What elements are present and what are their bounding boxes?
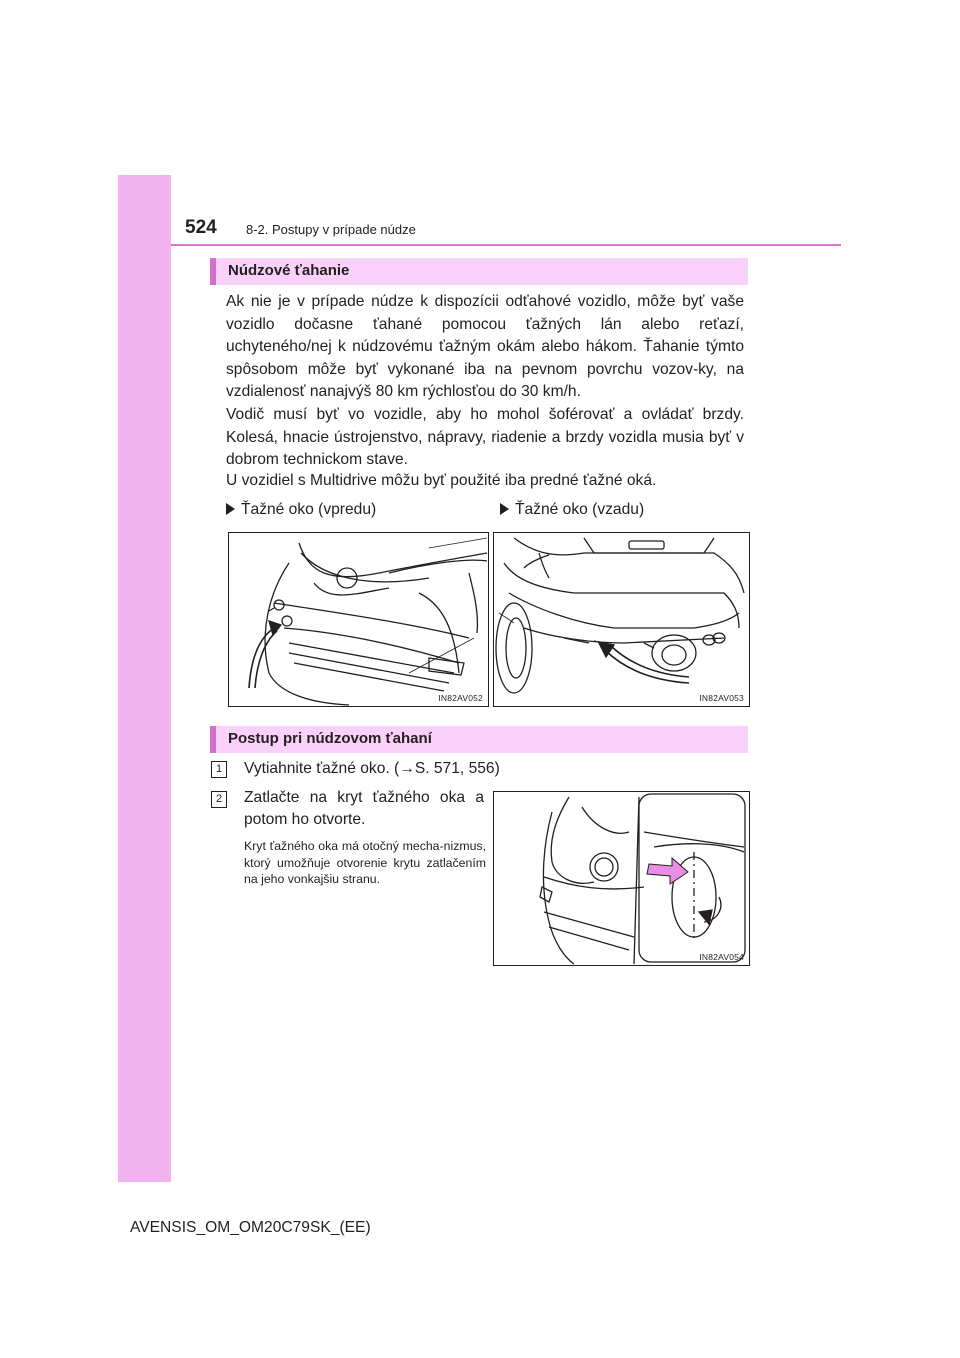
figure-code: IN82AV052 [438, 693, 483, 703]
bullet-label: Ťažné oko (vzadu) [515, 501, 645, 518]
triangle-bullet-icon [500, 503, 509, 515]
bullet-rear-eye [500, 501, 644, 519]
chapter-title: 8-2. Postupy v prípade núdze [246, 222, 416, 237]
chapter-side-tab [118, 175, 171, 1182]
paragraph-multidrive: U vozidiel s Multidrive môžu byť použité iba predné ťažné oká. [226, 472, 657, 489]
figure-rear-towing-eye [493, 532, 750, 707]
step-text-1: Vytiahnite ťažné oko. (→S. 571, 556) [244, 760, 500, 777]
paragraph-driver: Vodič musí byť vo vozidle, aby ho mohol šoférovať a ovládať brzdy. Kolesá, hnacie ústrojenstvo, nápravy, riadenie a brzdy vozidla musia byť v dobrom technickom stave. [226, 406, 744, 469]
step-2-note: Kryt ťažného oka má otočný mecha-nizmus, ktorý umožňuje otvorenie krytu zatlačením na jeho vonkajšiu stranu. [244, 839, 486, 886]
header-divider [171, 244, 841, 246]
figure-towing-eye-cover [493, 791, 750, 966]
front-bumper-illustration [229, 533, 488, 706]
figure-code: IN82AV054 [699, 952, 744, 962]
section-title: Postup pri núdzovom ťahaní [228, 730, 432, 747]
step-number-2: 2 [211, 791, 227, 808]
page-number: 524 [185, 217, 217, 238]
bullet-label: Ťažné oko (vpredu) [241, 501, 377, 518]
triangle-bullet-icon [226, 503, 235, 515]
figure-front-towing-eye [228, 532, 489, 707]
figure-code: IN82AV053 [699, 693, 744, 703]
paragraph-towing-intro: Ak nie je v prípade núdze k dispozícii odťahové vozidlo, môže byť vaše vozidlo dočasne ťahané pomocou ťažných lán alebo reťazí, uchyteného/nej k núdzovému ťažným okám alebo hákom. Ťahanie týmto spôsobom môže byť vykonané iba na pevnom povrchu vozov-ky, na vzdialenosť nanajvýš 80 km rýchlosťou do 30 km/h. [226, 293, 744, 401]
section-heading-emergency-towing [210, 258, 748, 285]
cover-illustration [494, 792, 749, 965]
step-number-1: 1 [211, 761, 227, 778]
section-heading-towing-procedure [210, 726, 748, 753]
bullet-front-eye [226, 501, 376, 519]
section-title: Núdzové ťahanie [228, 262, 350, 279]
rear-bumper-illustration [494, 533, 749, 706]
document-code: AVENSIS_OM_OM20C79SK_(EE) [130, 1219, 371, 1236]
step-text-2: Zatlačte na kryt ťažného oka a potom ho otvorte. [244, 789, 484, 828]
